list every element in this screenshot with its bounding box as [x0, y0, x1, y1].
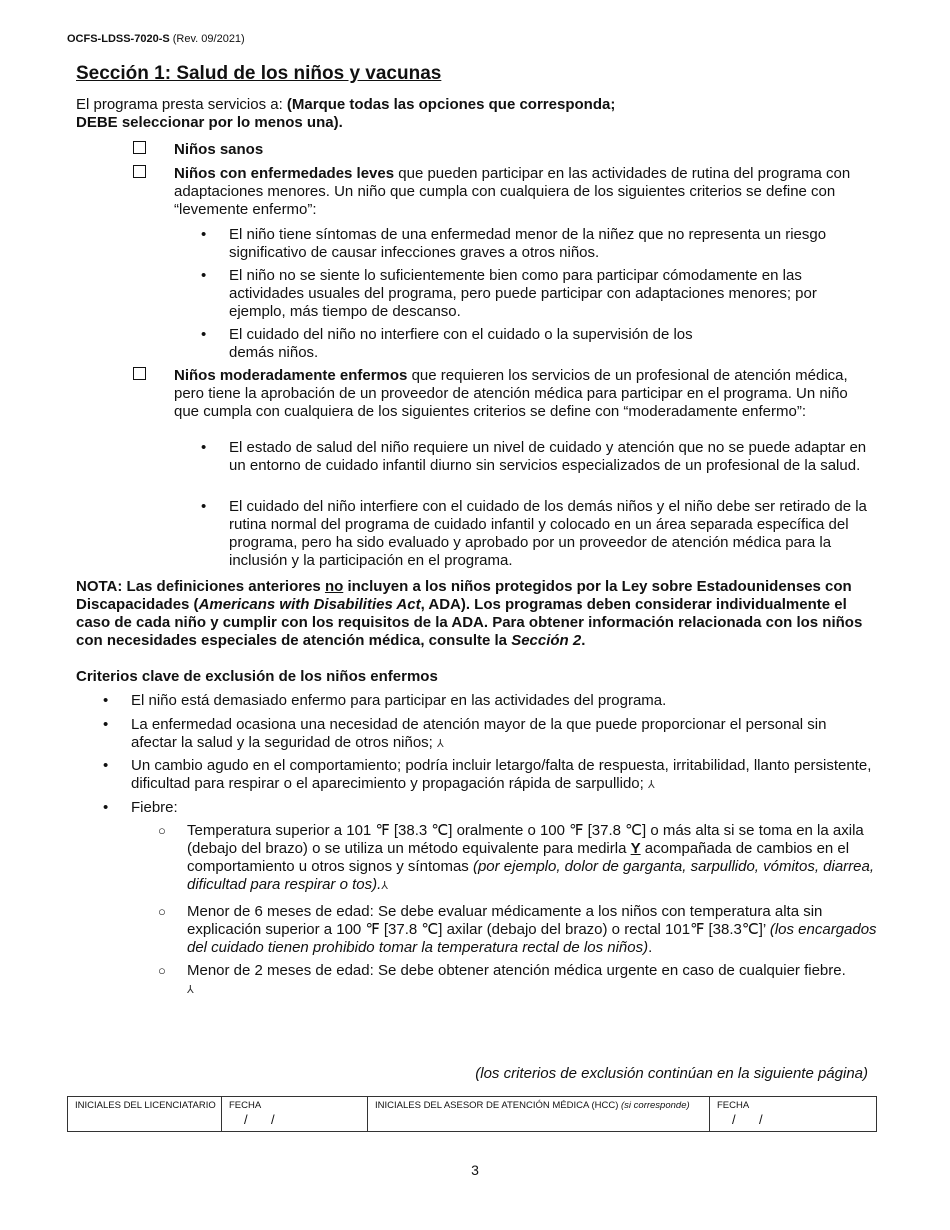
checkbox-mildly-ill[interactable] — [133, 165, 146, 178]
bullet: • — [201, 226, 207, 243]
hcc-initials-field[interactable]: INICIALES DEL ASESOR DE ATENCIÓN MÉDICA (HCC) (si corresponde) — [368, 1097, 710, 1131]
form-id: OCFS-LDSS-7020-S (Rev. 09/2021) — [67, 33, 245, 45]
bullet: • — [201, 498, 207, 515]
mild-bullet-2: El niño no se siente lo suficientemente bien como para participar cómodamente en las actividades usuales del programa, pero puede participar con adaptaciones menores; por ejemplo, más tiempo de descanso. — [229, 267, 817, 320]
symbol-icon: ⅄ — [437, 738, 444, 750]
symbol-icon: ⅄ — [647, 779, 655, 791]
bullet: • — [103, 757, 109, 774]
section-title: Sección 1: Salud de los niños y vacunas — [76, 63, 442, 84]
fever-item-3: Menor de 2 meses de edad: Se debe obtener atención médica urgente en caso de cualquier fiebre. ⅄ — [187, 962, 846, 996]
bullet: • — [103, 799, 109, 816]
symbol-icon: ⅄ — [187, 984, 194, 996]
intro-text: El programa presta servicios a: (Marque todas las opciones que corresponda; DEBE seleccionar por lo menos una). — [76, 96, 616, 131]
sub-bullet: ○ — [158, 823, 166, 838]
date-field-1[interactable]: FECHA / / — [222, 1097, 368, 1131]
nota-paragraph: NOTA: Las definiciones anteriores no incluyen a los niños protegidos por la Ley sobre Estadounidenses con Discapacidades (Americans with Disabilities Act, ADA). Los programas deben considerar individualmente el caso de cada niño y cumplir con los requisitos de la ADA. Para obtener información relacionada con los niños con necesidades especiales de atención médica, consulte la Sección 2. — [76, 578, 863, 649]
sub-bullet: ○ — [158, 904, 166, 919]
moderate-bullet-2: El cuidado del niño interfiere con el cuidado de los demás niños y el niño debe ser retirado de la rutina normal del programa de cuidado infantil y colocado en un área separada específica del programa, pero ha sido evaluado y aprobado por un proveedor de atención médica para la inclusión y la participación en el programa. — [229, 498, 867, 569]
exclusion-bullet-3: Un cambio agudo en el comportamiento; podría incluir letargo/falta de respuesta, irritabilidad, llanto persistente, dificultad para respirar o el aparecimiento y propagación rápida de sarpullido; ⅄ — [131, 757, 872, 792]
bullet: • — [201, 326, 207, 343]
continued-note: (los criterios de exclusión continúan en la siguiente página) — [475, 1065, 868, 1082]
bullet: • — [201, 267, 207, 284]
initials-table — [67, 1096, 877, 1132]
option-mild-label: Niños con enfermedades leves que pueden participar en las actividades de rutina del programa con adaptaciones menores. Un niño que cumpla con cualquiera de los siguientes criterios se define con “levemente enfermo”: — [174, 165, 851, 218]
option-healthy-label: Niños sanos — [174, 141, 264, 158]
sub-bullet: ○ — [158, 963, 166, 978]
exclusion-bullet-4: Fiebre: — [131, 799, 178, 816]
bullet: • — [103, 692, 109, 709]
bullet: • — [201, 439, 207, 456]
option-moderate-label: Niños moderadamente enfermos que requieren los servicios de un profesional de atención médica, pero tiene la aprobación de un proveedor de atención médica para participar en el programa. Un niño que cumpla con cualquiera de los siguientes criterios se define con “moderadamente enfermo”: — [174, 367, 848, 420]
exclusion-heading: Criterios clave de exclusión de los niños enfermos — [76, 668, 438, 685]
page-number: 3 — [471, 1162, 479, 1178]
checkbox-moderately-ill[interactable] — [133, 367, 146, 380]
exclusion-bullet-2: La enfermedad ocasiona una necesidad de atención mayor de la que puede proporcionar el personal sin afectar la salud y la seguridad de otros niños; ⅄ — [131, 716, 827, 751]
date-field-2[interactable]: FECHA / / — [717, 1100, 763, 1127]
moderate-bullet-1: El estado de salud del niño requiere un nivel de cuidado y atención que no se puede adaptar en un entorno de cuidado infantil diurno sin servicios especializados de un profesional de la salud. — [229, 439, 867, 474]
checkbox-healthy-children[interactable] — [133, 141, 146, 154]
symbol-icon: ⅄ — [381, 880, 388, 892]
bullet: • — [103, 716, 109, 733]
licensee-initials-field[interactable]: INICIALES DEL LICENCIATARIO — [68, 1097, 222, 1131]
mild-bullet-3: El cuidado del niño no interfiere con el cuidado o la supervisión de los demás niños. — [229, 326, 693, 361]
fever-item-2: Menor de 6 meses de edad: Se debe evaluar médicamente a los niños con temperatura alta sin explicación superior a 100 ℉ [37.8 ℃] axilar (debajo del brazo) o rectal 101℉ [38.3℃]’ (los encargados del cuidado tienen prohibido tomar la temperatura rectal de los niños). — [187, 903, 877, 956]
exclusion-bullet-1: El niño está demasiado enfermo para participar en las actividades del programa. — [131, 692, 667, 709]
fever-item-1: Temperatura superior a 101 ℉ [38.3 ℃] oralmente o 100 ℉ [37.8 ℃] o más alta si se toma en la axila (debajo del brazo) o se utiliza un método equivalente para medirla Y acompañada de cambios en el comportamiento u otros signos y síntomas (por ejemplo, dolor de garganta, sarpullido, vómitos, diarrea, dificultad para respirar o tos).⅄ — [187, 822, 875, 893]
mild-bullet-1: El niño tiene síntomas de una enfermedad menor de la niñez que no representa un riesgo significativo de causar infecciones graves a otros niños. — [229, 226, 827, 261]
